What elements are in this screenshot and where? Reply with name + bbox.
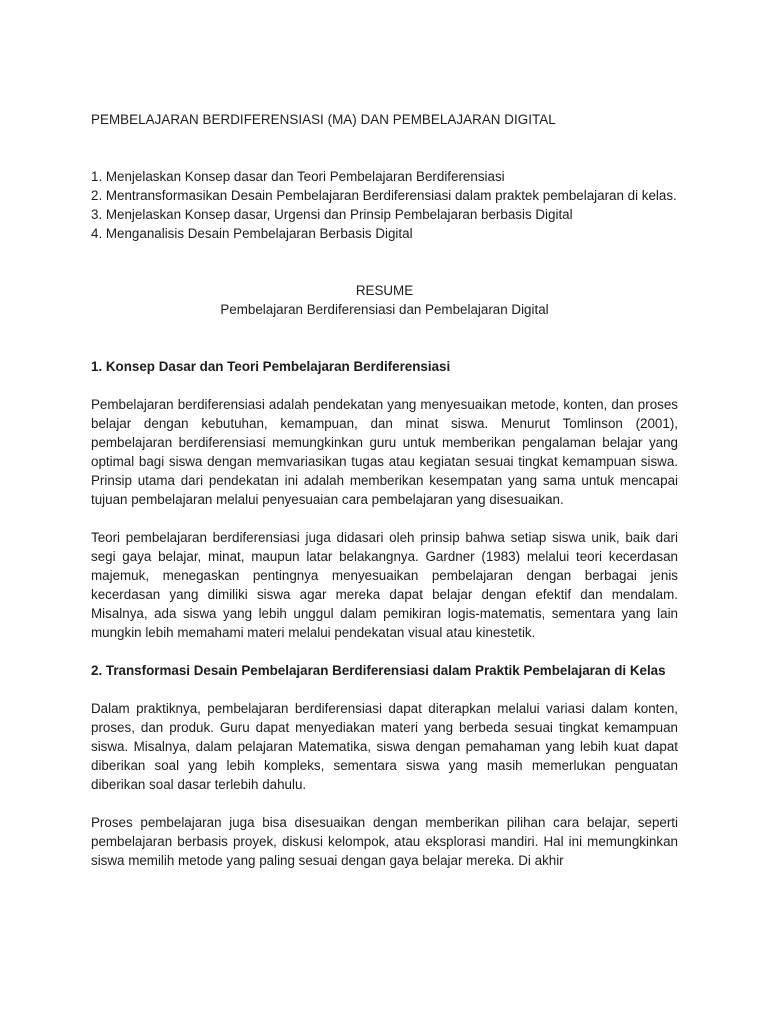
document-title: PEMBELAJARAN BERDIFERENSIASI (MA) DAN PEMBELAJARAN DIGITAL [91, 112, 556, 127]
section-heading: 1. Konsep Dasar dan Teori Pembelajaran Berdiferensiasi [91, 359, 451, 374]
section-paragraph: Pembelajaran berdiferensiasi adalah pendekatan yang menyesuaikan metode, konten, dan proses belajar dengan kebutuhan, kemampuan, dan minat siswa. Menurut Tomlinson (2001), pembelajaran berdiferensiasi memungkinkan guru untuk memberikan pengalaman belajar yang optimal bagi siswa dengan memvariasikan tugas atau kegiatan sesuai tingkat kemampuan siswa. Prinsip utama dari pendekatan ini adalah memberikan kesempatan yang sama untuk mencapai tujuan pembelajaran melalui penyesuaian cara pembelajaran yang disesuaikan. [91, 397, 678, 507]
objective-item: 1. Menjelaskan Konsep dasar dan Teori Pembelajaran Berdiferensiasi [91, 169, 505, 184]
resume-subtitle: Pembelajaran Berdiferensiasi dan Pembelajaran Digital [220, 302, 549, 317]
resume-heading: RESUME [355, 283, 414, 298]
document-page [91, 110, 678, 870]
section-paragraph: Teori pembelajaran berdiferensiasi juga didasari oleh prinsip bahwa setiap siswa unik, baik dari segi gaya belajar, minat, maupun latar belakangnya. Gardner (1983) melalui teori kecerdasan majemuk, menegaskan pentingnya menyesuaikan pembelajaran dengan berbagai jenis kecerdasan yang dimiliki siswa agar mereka dapat belajar dengan efektif dan mendalam. Misalnya, ada siswa yang lebih unggul dalam pemikiran logis-matematis, sementara yang lain mungkin lebih memahami materi melalui pendekatan visual atau kinestetik. [91, 530, 678, 640]
objective-item: 3. Menjelaskan Konsep dasar, Urgensi dan Prinsip Pembelajaran berbasis Digital [91, 207, 573, 222]
section-paragraph: Dalam praktiknya, pembelajaran berdiferensiasi dapat diterapkan melalui variasi dalam konten, proses, dan produk. Guru dapat menyediakan materi yang berbeda sesuai tingkat kemampuan siswa. Misalnya, dalam pelajaran Matematika, siswa dengan pemahaman yang lebih kuat dapat diberikan soal yang lebih kompleks, sementara siswa yang masih memerlukan penguatan diberikan soal dasar terlebih dahulu. [91, 701, 678, 792]
resume-header [91, 281, 678, 319]
objective-item: 2. Mentransformasikan Desain Pembelajaran Berdiferensiasi dalam praktek pembelajaran di kelas. [91, 188, 677, 203]
objectives-list [91, 167, 678, 243]
section-heading: 2. Transformasi Desain Pembelajaran Berdiferensiasi dalam Praktik Pembelajaran di Kelas [91, 663, 666, 678]
objective-item: 4. Menganalisis Desain Pembelajaran Berbasis Digital [91, 226, 413, 241]
section-paragraph: Proses pembelajaran juga bisa disesuaikan dengan memberikan pilihan cara belajar, seperti pembelajaran berbasis proyek, diskusi kelompok, atau eksplorasi mandiri. Hal ini memungkinkan siswa memilih metode yang paling sesuai dengan gaya belajar mereka. Di akhir [91, 815, 678, 868]
